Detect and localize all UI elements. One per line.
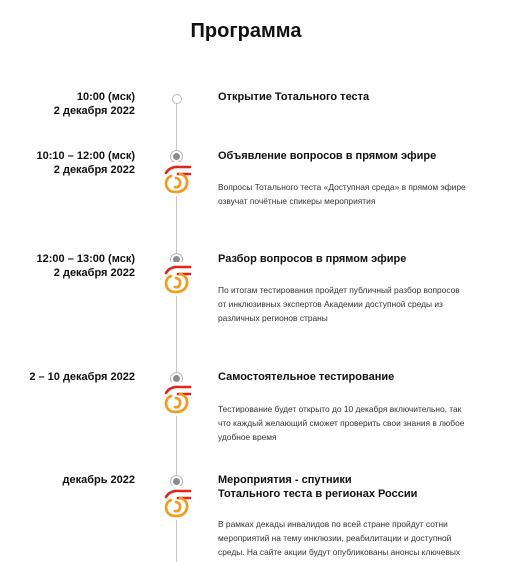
event-date-line: 2 декабря 2022 [53, 164, 135, 176]
event-time-line: 12:00 – 13:00 (мск) [36, 253, 135, 265]
event-time-line: 10:10 – 12:00 (мск) [36, 150, 135, 162]
event-description [218, 402, 490, 444]
event-title-line: Мероприятия - спутники [218, 474, 352, 486]
event-description-line: от инклюзивных экспертов Академии доступной среды из [218, 299, 443, 309]
event-description-line: среды. На сайте акции будут опубликованы анонсы ключевых [218, 547, 461, 557]
event-title-line: Объявление вопросов в прямом эфире [218, 150, 437, 162]
event-description-line: что каждый желающий сможет проверить свои знания в любое [218, 418, 465, 428]
event-description-line: Тестирование будет открыто до 10 декабря включительно, так [218, 404, 462, 414]
total-test-logo-icon [160, 382, 194, 416]
event-description-line: озвучат почётные спикеры мероприятия [218, 196, 376, 206]
event-description-line: различных регионов страны [218, 313, 328, 323]
event-title [218, 370, 488, 384]
event-time [0, 370, 135, 384]
event-title [218, 149, 488, 163]
event-time [0, 90, 135, 118]
event-title-line: Самостоятельное тестирование [218, 371, 395, 383]
event-time-line: 2 – 10 декабря 2022 [29, 371, 135, 383]
event-description-line: мероприятий на тему инклюзии, реабилитации и доступной [218, 533, 452, 543]
event-title-line: Разбор вопросов в прямом эфире [218, 253, 407, 265]
total-test-logo-icon [160, 162, 194, 196]
event-time-line: декабрь 2022 [62, 474, 135, 486]
event-time-line: 10:00 (мск) [76, 91, 135, 103]
event-date-line: 2 декабря 2022 [53, 267, 135, 279]
event-date-line: 2 декабря 2022 [53, 105, 135, 117]
timeline-dot [171, 151, 182, 162]
total-test-logo-icon [160, 486, 194, 520]
timeline-dot [172, 94, 182, 104]
total-test-logo-icon [160, 262, 194, 296]
event-time [0, 149, 135, 177]
event-title-line: Тотального теста в регионах России [218, 488, 418, 500]
event-title [218, 473, 488, 501]
event-description-line: По итогам тестирования пройдет публичный разбор вопросов [218, 285, 460, 295]
event-description-line: В рамках декады инвалидов по всей стране пройдут сотни [218, 519, 448, 529]
page-title: Программа [190, 20, 302, 42]
event-title [218, 252, 488, 266]
event-title [218, 90, 488, 104]
event-description [218, 180, 490, 208]
event-description-line: удобное время [218, 432, 277, 442]
event-description [218, 283, 490, 325]
event-description-line: Вопросы Тотального теста «Доступная среда» в прямом эфире [218, 182, 466, 192]
event-time [0, 473, 135, 487]
event-time [0, 252, 135, 280]
event-title-line: Открытие Тотального теста [218, 91, 370, 103]
event-description [218, 517, 490, 559]
